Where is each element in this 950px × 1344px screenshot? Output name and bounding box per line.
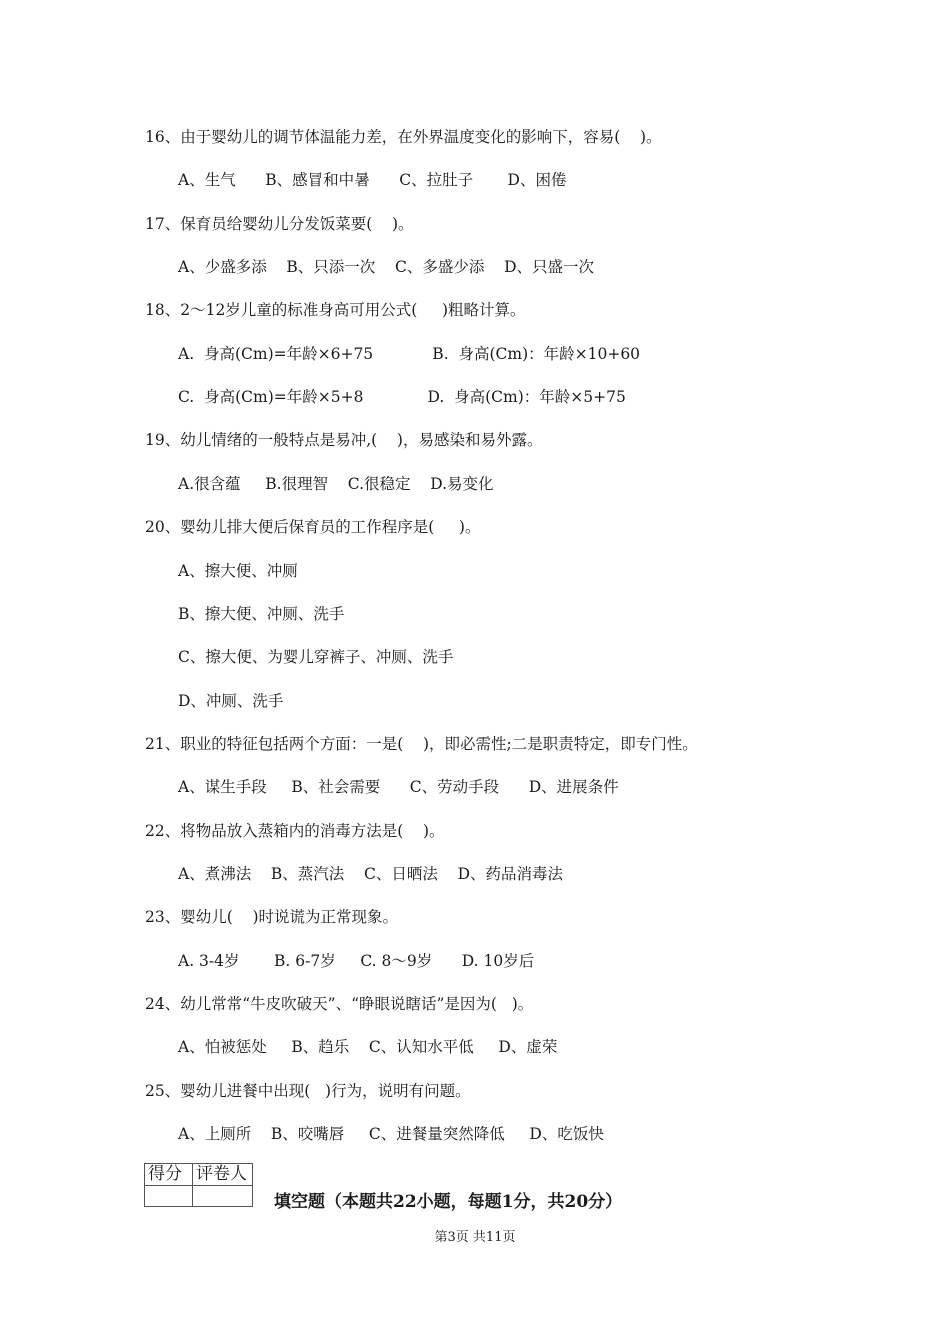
question-stem: 19、幼儿情绪的一般特点是易冲,( )，易感染和易外露。: [145, 431, 543, 450]
question-stem: 22、将物品放入蒸箱内的消毒方法是( )。: [145, 821, 445, 840]
question-stem: 20、婴幼儿排大便后保育员的工作程序是( )。: [145, 518, 481, 537]
grader-cell[interactable]: [193, 1186, 253, 1207]
question-options: A. 3-4岁 B. 6-7岁 C. 8～9岁 D. 10岁后: [178, 951, 535, 970]
question-options: D、冲厕、洗手: [178, 691, 284, 710]
section-title: 填空题（本题共22小题，每题1分，共20分）: [274, 1192, 623, 1212]
question-options: A、生气 B、感冒和中暑 C、拉肚子 D、困倦: [178, 171, 567, 190]
question-options: A、擦大便、冲厕: [178, 561, 298, 580]
question-options: C. 身高(Cm)=年龄×5+8 D. 身高(Cm)：年龄×5+75: [178, 388, 626, 407]
question-options: A、煮沸法 B、蒸汽法 C、日晒法 D、药品消毒法: [178, 864, 563, 883]
question-options: A、怕被惩处 B、趋乐 C、认知水平低 D、虚荣: [178, 1038, 558, 1057]
question-stem: 17、保育员给婴幼儿分发饭菜要( )。: [145, 214, 414, 233]
question-options: A.很含蕴 B.很理智 C.很稳定 D.易变化: [178, 474, 494, 493]
grader-label: 评卷人: [193, 1164, 253, 1186]
question-options: A. 身高(Cm)=年龄×6+75 B. 身高(Cm)：年龄×10+60: [178, 344, 641, 363]
question-stem: 23、婴幼儿( )时说谎为正常现象。: [145, 908, 399, 927]
question-options: A、谋生手段 B、社会需要 C、劳动手段 D、进展条件: [178, 778, 619, 797]
question-options: B、擦大便、冲厕、洗手: [178, 604, 345, 623]
question-stem: 24、幼儿常常“牛皮吹破天”、“睁眼说瞎话”是因为( )。: [145, 995, 534, 1013]
score-cell[interactable]: [145, 1186, 193, 1207]
question-stem: 16、由于婴幼儿的调节体温能力差，在外界温度变化的影响下，容易( )。: [145, 128, 662, 146]
question-options: C、擦大便、为婴儿穿裤子、冲厕、洗手: [178, 648, 454, 667]
page-footer: 第3页 共11页: [434, 1230, 516, 1245]
question-stem: 18、2～12岁儿童的标准身高可用公式( )粗略计算。: [145, 301, 526, 320]
question-stem: 25、婴幼儿进餐中出现( )行为，说明有问题。: [145, 1081, 471, 1100]
question-options: A、少盛多添 B、只添一次 C、多盛少添 D、只盛一次: [178, 258, 594, 277]
question-options: A、上厕所 B、咬嘴唇 C、进餐量突然降低 D、吃饭快: [178, 1125, 604, 1144]
score-table: [144, 1163, 253, 1207]
question-stem: 21、职业的特征包括两个方面：一是( )，即必需性;二是职责特定，即专门性。: [145, 734, 698, 753]
score-label: 得分: [145, 1164, 193, 1186]
